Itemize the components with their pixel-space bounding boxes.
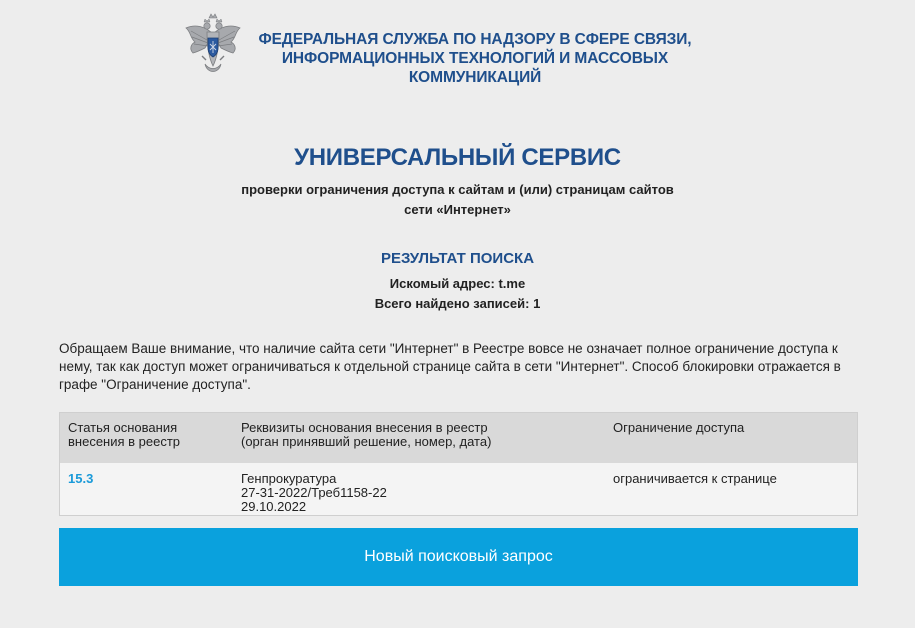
- column-header-article: [60, 413, 234, 464]
- searched-address-label: Искомый адрес:: [389, 276, 499, 291]
- table-row: [60, 463, 858, 516]
- column-header-article-line1: Статья основания: [68, 420, 178, 435]
- column-header-article-line2: внесения в реестр: [68, 434, 181, 449]
- column-header-restriction-line1: Ограничение доступа: [613, 420, 745, 435]
- emblem-icon: [183, 12, 243, 78]
- column-header-restriction: [605, 413, 858, 464]
- basis-number: 27-31-2022/Треб1158-22: [241, 485, 387, 500]
- table-header-row: [60, 413, 858, 464]
- service-subtitle-line2: сети «Интернет»: [404, 202, 511, 217]
- column-header-basis-line1: Реквизиты основания внесения в реестр: [241, 420, 488, 435]
- organization-name-line1: ФЕДЕРАЛЬНАЯ СЛУЖБА ПО НАДЗОРУ В СФЕРЕ СВЯЗИ,: [258, 31, 692, 48]
- organization-name-line2: ИНФОРМАЦИОННЫХ ТЕХНОЛОГИЙ И МАССОВЫХ КОММУНИКАЦИЙ: [281, 50, 669, 86]
- result-title: РЕЗУЛЬТАТ ПОИСКА: [380, 250, 535, 267]
- organization-name: [249, 30, 701, 87]
- new-search-button[interactable]: Новый поисковый запрос: [59, 528, 858, 586]
- total-records-label: Всего найдено записей:: [374, 296, 534, 311]
- cell-restriction: ограничивается к странице: [605, 463, 858, 516]
- service-subtitle: [0, 180, 915, 220]
- total-records-value: 1: [533, 296, 541, 311]
- cell-basis: [233, 463, 605, 516]
- article-link[interactable]: 15.3: [68, 471, 94, 486]
- notice-text: Обращаем Ваше внимание, что наличие сайта сети "Интернет" в Реестре вовсе не означает полное ограничение доступа к нему, так как доступ может ограничиваться к отдельной странице сайта в сети "Интернет". Способ блокировки отражается в графе "Ограничение доступа".: [59, 341, 841, 392]
- total-records: [0, 296, 915, 311]
- basis-date: 29.10.2022: [241, 499, 307, 514]
- searched-address-value: t.me: [498, 276, 526, 291]
- basis-authority: Генпрокуратура: [241, 471, 337, 486]
- result-table: [59, 412, 858, 516]
- site-header: [183, 12, 743, 86]
- searched-address: [0, 276, 915, 291]
- column-header-basis: [233, 413, 605, 464]
- service-subtitle-line1: проверки ограничения доступа к сайтам и (или) страницам сайтов: [241, 182, 674, 197]
- column-header-basis-line2: (орган принявший решение, номер, дата): [241, 434, 492, 449]
- service-title: УНИВЕРСАЛЬНЫЙ СЕРВИС: [294, 144, 621, 171]
- cell-article: [60, 463, 234, 516]
